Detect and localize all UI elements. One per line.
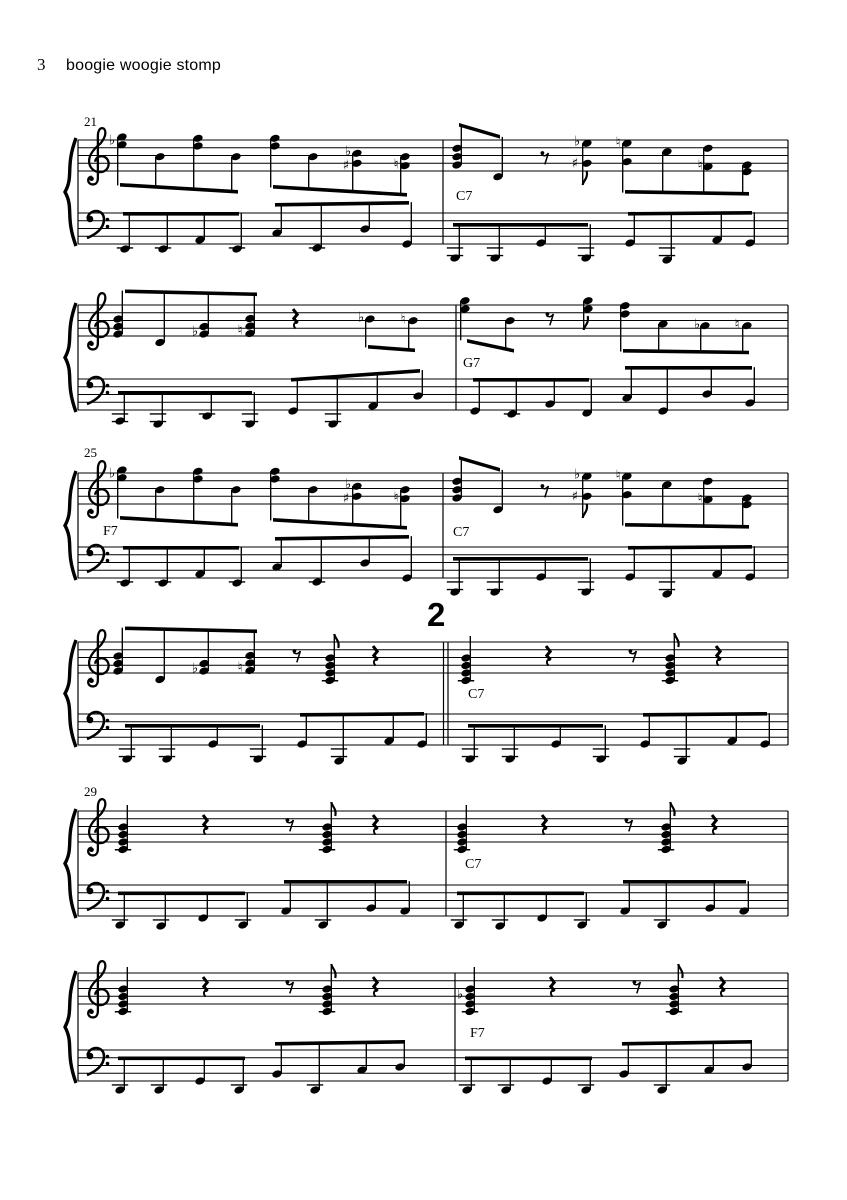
bass-clef-icon [87, 712, 110, 739]
system-brace [65, 138, 76, 246]
chord-symbol-c7-sys3: C7 [453, 525, 470, 540]
system-brace [65, 971, 76, 1083]
grand-staff-system-2 [65, 290, 788, 429]
svg-text:♮: ♮ [734, 316, 740, 333]
chord-symbol-c7-sys5: C7 [465, 857, 482, 872]
chord-symbol-c7-sys4: C7 [468, 687, 485, 702]
svg-text:♯: ♯ [342, 157, 350, 174]
svg-text:♮: ♮ [615, 134, 621, 151]
bass-clef-icon [87, 1048, 110, 1075]
svg-text:♭: ♭ [191, 323, 199, 340]
svg-text:♭: ♭ [108, 465, 116, 482]
grand-staff-system-4 [65, 627, 788, 766]
svg-text:♮: ♮ [697, 157, 703, 174]
bass-clef-icon [87, 545, 110, 572]
system-brace [65, 809, 76, 918]
svg-text:♭: ♭ [693, 316, 701, 333]
chord-symbol-f7-sys6: F7 [470, 1026, 485, 1041]
svg-text:♯: ♯ [571, 488, 579, 505]
treble-clef-icon [88, 630, 108, 686]
svg-text:♮: ♮ [237, 322, 243, 339]
chord-symbol-g7-sys2: G7 [463, 356, 481, 371]
measure-number-21: 21 [84, 114, 97, 129]
svg-text:♭: ♭ [573, 133, 581, 150]
svg-text:♭: ♭ [108, 132, 116, 149]
system-brace [65, 640, 76, 747]
svg-text:♮: ♮ [697, 490, 703, 507]
svg-text:♭: ♭ [344, 143, 352, 160]
svg-text:♭: ♭ [357, 309, 365, 326]
system-brace [65, 471, 76, 580]
svg-text:♮: ♮ [393, 489, 399, 506]
page-title: boogie woogie stomp [66, 57, 222, 74]
svg-text:♭: ♭ [456, 986, 464, 1003]
treble-clef-icon [88, 293, 108, 349]
grand-staff-system-3 [65, 456, 788, 599]
svg-text:♮: ♮ [393, 156, 399, 173]
svg-text:♯: ♯ [571, 155, 579, 172]
bass-clef-icon [87, 377, 110, 404]
measure-number-29: 29 [84, 784, 97, 799]
svg-text:♭: ♭ [573, 466, 581, 483]
rehearsal-mark: 2 [427, 596, 446, 633]
grand-staff-system-5 [65, 799, 788, 931]
treble-clef-icon [88, 799, 108, 855]
page-number: 3 [37, 55, 46, 74]
treble-clef-icon [88, 128, 108, 184]
system-brace [65, 303, 76, 412]
svg-text:♭: ♭ [191, 660, 199, 677]
svg-text:♯: ♯ [342, 490, 350, 507]
grand-staff-system-1 [65, 123, 788, 265]
chord-symbol-f7-sys3: F7 [103, 524, 118, 539]
grand-staff-system-6 [65, 961, 788, 1095]
treble-clef-icon [88, 461, 108, 517]
svg-text:♮: ♮ [237, 659, 243, 676]
bass-clef-icon [87, 211, 110, 238]
bass-clef-icon [87, 883, 110, 910]
treble-clef-icon [88, 961, 108, 1017]
chord-symbol-c7-sys1: C7 [456, 189, 473, 204]
svg-text:♭: ♭ [344, 476, 352, 493]
measure-number-25: 25 [84, 445, 97, 460]
svg-text:♮: ♮ [400, 311, 406, 328]
svg-text:♮: ♮ [615, 467, 621, 484]
